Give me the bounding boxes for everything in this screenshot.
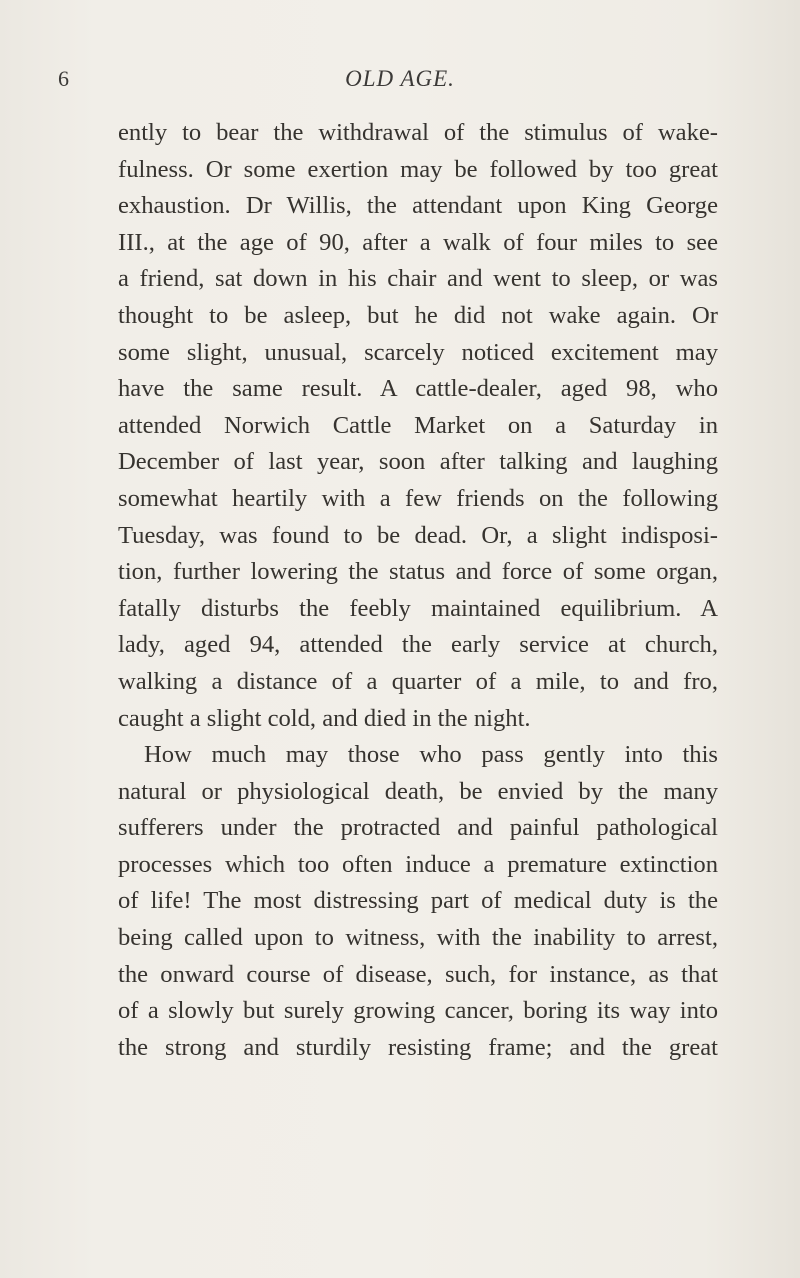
text-line: tion, further lowering the status and force of some organ, [118,558,718,586]
text-line: Tuesday, was found to be dead. Or, a slight indisposi- [118,521,718,549]
text-line: fulness. Or some exertion may be followed by too great [118,155,718,183]
text-line: III., at the age of 90, after a walk of four miles to see [118,228,718,256]
text-line: lady, aged 94, attended the early service at church, [118,631,718,659]
text-line: sufferers under the protracted and painful pathological [118,814,718,842]
body-text [118,115,718,1066]
running-head: OLD AGE. [345,66,455,91]
text-line: somewhat heartily with a few friends on the following [118,484,718,512]
text-line: December of last year, soon after talking and laughing [118,448,718,476]
text-line: being called upon to witness, with the inability to arrest, [118,924,718,952]
text-line: natural or physiological death, be envied by the many [118,777,718,805]
text-line: processes which too often induce a premature extinction [118,850,718,878]
text-line: thought to be asleep, but he did not wake again. Or [118,301,718,329]
text-line: How much may those who pass gently into this [144,741,718,769]
text-line: ently to bear the withdrawal of the stimulus of wake- [118,119,718,146]
text-line: caught a slight cold, and died in the night. [118,704,531,732]
text-line: walking a distance of a quarter of a mile, to and fro, [118,667,718,695]
text-line: of a slowly but surely growing cancer, boring its way into [118,997,718,1025]
text-line: have the same result. A cattle-dealer, aged 98, who [118,375,718,403]
text-line: a friend, sat down in his chair and went to sleep, or was [118,265,718,293]
text-line: the strong and sturdily resisting frame; and the great [118,1033,718,1061]
text-line: exhaustion. Dr Willis, the attendant upon King George [118,192,718,220]
text-line: fatally disturbs the feebly maintained equilibrium. A [118,594,718,622]
text-line: some slight, unusual, scarcely noticed excitement may [118,338,718,366]
text-line: attended Norwich Cattle Market on a Saturday in [118,411,718,439]
text-line: of life! The most distressing part of medical duty is the [118,887,718,915]
page-number: 6 [58,66,69,91]
text-line: the onward course of disease, such, for instance, as that [118,960,718,988]
page-header [0,66,800,106]
